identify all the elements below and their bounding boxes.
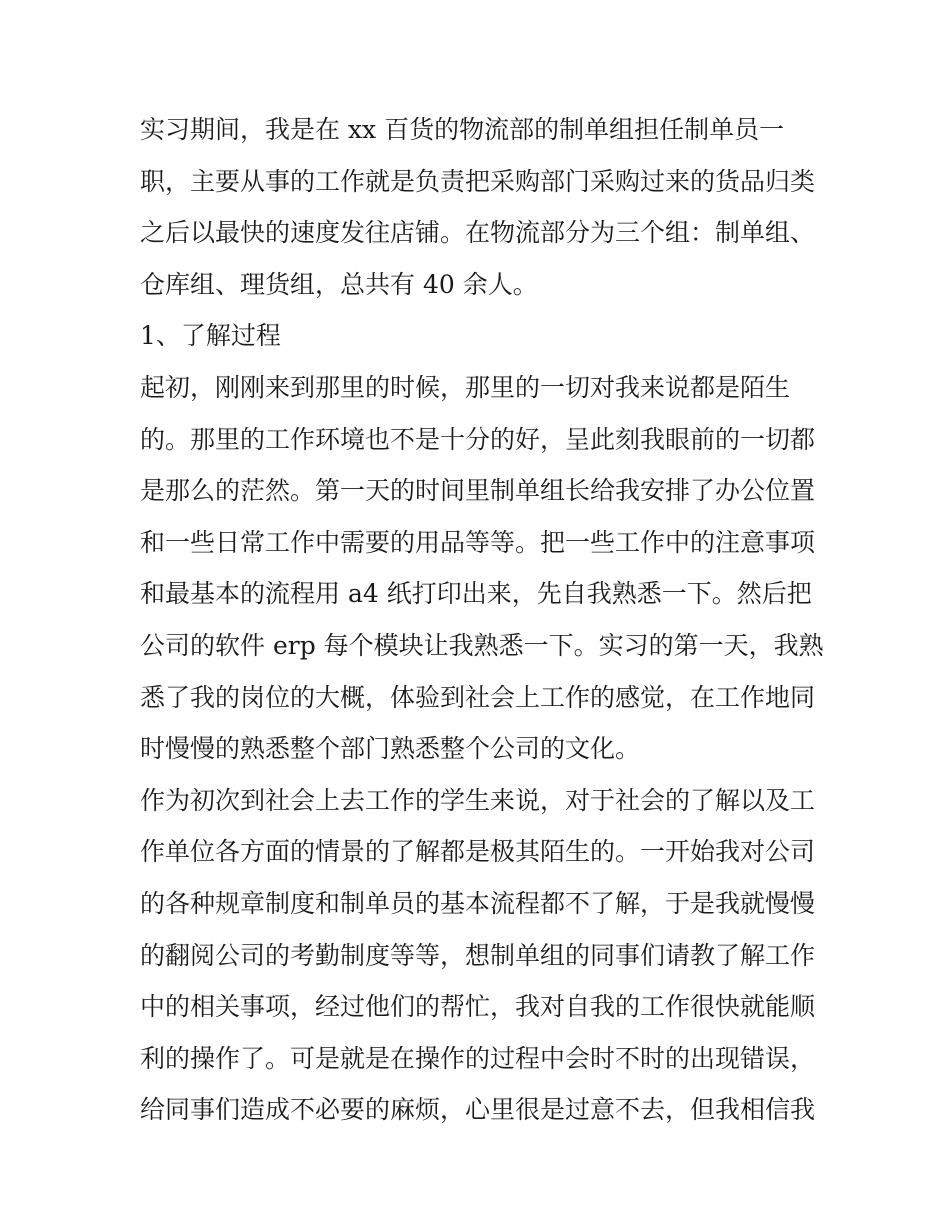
text-line-17: 的翻阅公司的考勤制度等等，想制单组的同事们请教了解工作 (140, 940, 816, 970)
text-line-18: 中的相关事项，经过他们的帮忙，我对自我的工作很快就能顺 (140, 992, 816, 1022)
text-line-20: 给同事们造成不必要的麻烦，心里很是过意不去，但我相信我 (140, 1095, 816, 1125)
section-heading: 1、了解过程 (140, 321, 281, 351)
text-line-2: 职，主要从事的工作就是负责把采购部门采购过来的货品归类 (140, 166, 816, 196)
text-line-19: 利的操作了。可是就是在操作的过程中会时不时的出现错误， (140, 1043, 816, 1073)
text-line-16: 的各种规章制度和制单员的基本流程都不了解，于是我就慢慢 (140, 888, 816, 918)
text-line-12: 悉了我的岗位的大概，体验到社会上工作的感觉，在工作地同 (140, 682, 816, 712)
text-line-1: 实习期间，我是在 xx 百货的物流部的制单组担任制单员一 (140, 115, 785, 144)
text-line-15: 作单位各方面的情景的了解都是极其陌生的。一开始我对公司 (140, 837, 816, 867)
text-line-11: 公司的软件 erp 每个模块让我熟悉一下。实习的第一天，我熟 (140, 630, 824, 660)
text-line-7: 的。那里的工作环境也不是十分的好，呈此刻我眼前的一切都 (140, 424, 816, 454)
text-line-13: 时慢慢的熟悉整个部门熟悉整个公司的文化。 (140, 734, 641, 764)
text-line-3: 之后以最快的速度发往店铺。在物流部分为三个组：制单组、 (140, 218, 816, 248)
text-line-10: 和最基本的流程用 a4 纸打印出来，先自我熟悉一下。然后把 (140, 579, 812, 609)
text-line-8: 是那么的茫然。第一天的时间里制单组长给我安排了办公位置 (140, 476, 816, 506)
text-line-9: 和一些日常工作中需要的用品等等。把一些工作中的注意事项 (140, 527, 816, 557)
text-line-14: 作为初次到社会上去工作的学生来说，对于社会的了解以及工 (140, 785, 816, 815)
text-line-4: 仓库组、理货组，总共有 40 余人。 (140, 269, 538, 299)
document-body (140, 104, 824, 1136)
text-line-6: 起初，刚刚来到那里的时候，那里的一切对我来说都是陌生 (140, 372, 791, 402)
